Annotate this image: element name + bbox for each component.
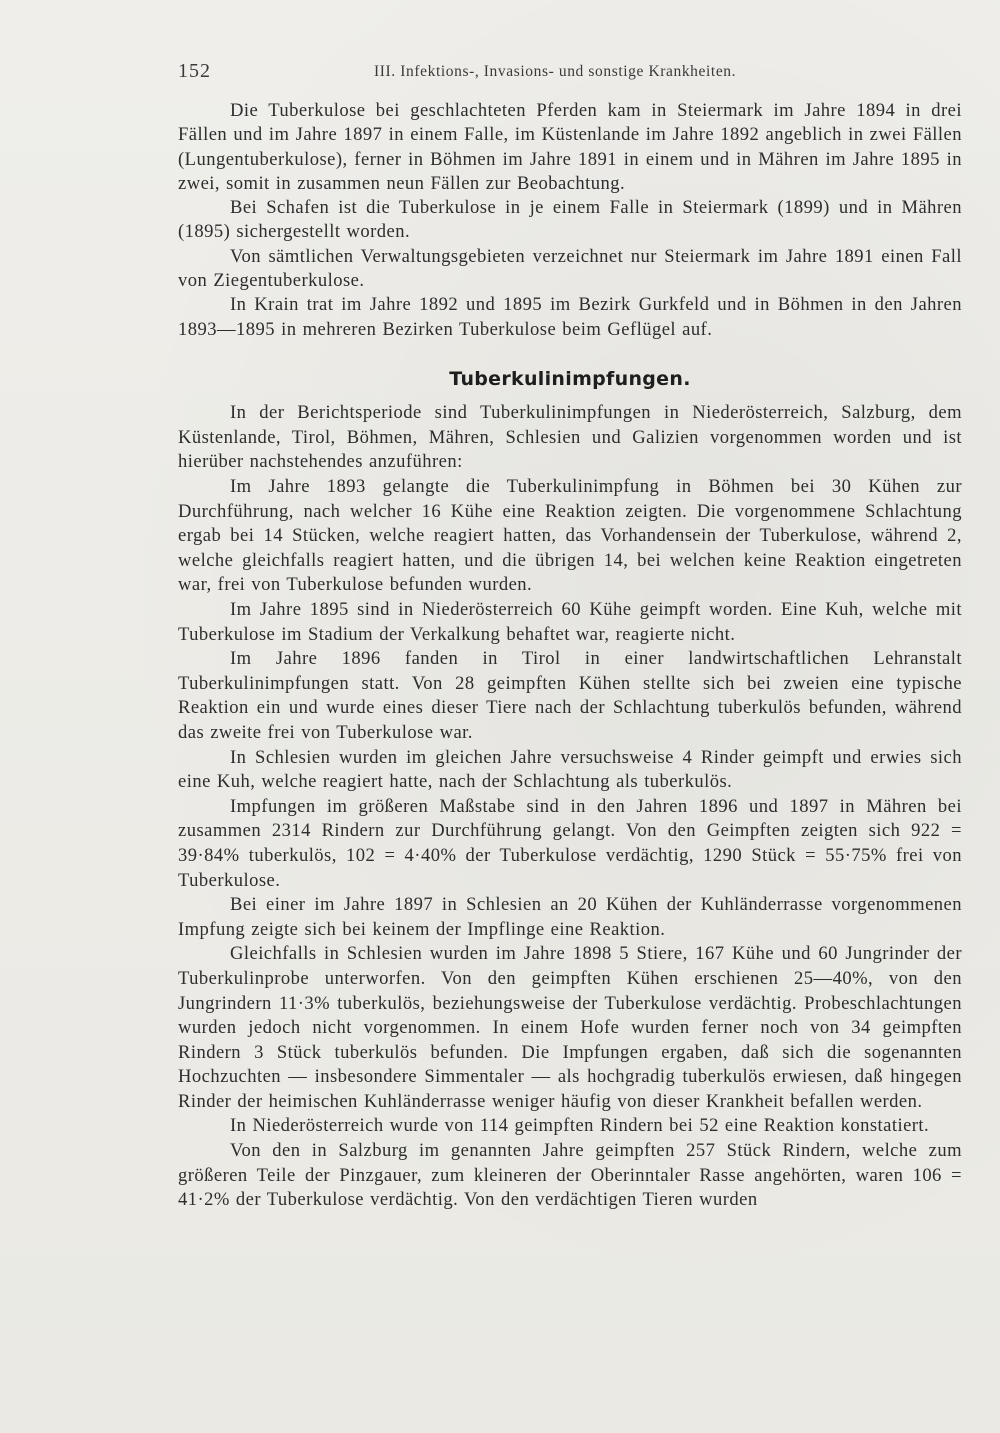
section-body <box>178 401 962 1213</box>
paragraph: In Krain trat im Jahre 1892 und 1895 im Bezirk Gurkfeld und in Böhmen in den Jahren 1893—1895 in mehreren Bezirken Tuberkulose beim Geflügel auf. <box>178 294 962 340</box>
running-title: III. Infektions-, Invasions- und sonstige Krankheiten. <box>374 63 737 80</box>
paragraph: Von sämtlichen Verwaltungsgebieten verzeichnet nur Steiermark im Jahre 1891 einen Fall von Ziegentuberkulose. <box>178 245 962 292</box>
running-header <box>178 60 958 86</box>
paragraph: Im Jahre 1895 sind in Niederösterreich 60 Kühe geimpft worden. Eine Kuh, welche mit Tuberkulose im Stadium der Verkalkung behaftet war, reagierte nicht. <box>178 599 962 645</box>
section-heading: Tuberkulinimpfungen. <box>449 367 691 390</box>
paragraph: Bei einer im Jahre 1897 in Schlesien an 20 Kühen der Kuhländerrasse vorgenommenen Impfung zeigte sich bei keinem der Impflinge eine Reaktion. <box>178 894 962 940</box>
paragraph: Bei Schafen ist die Tuberkulose in je einem Falle in Steiermark (1899) und in Mähren (1895) sichergestellt worden. <box>178 197 962 243</box>
paragraph: In Niederösterreich wurde von 114 geimpften Rindern bei 52 eine Reaktion konstatiert. <box>230 1115 930 1137</box>
paragraph: Die Tuberkulose bei geschlachteten Pferden kam in Steiermark im Jahre 1894 in drei Fällen und im Jahre 1897 in einem Falle, im Küstenlande im Jahre 1892 angeblich in zwei Fällen (Lungentuberkulose), ferner in Böhmen im Jahre 1891 in einem und in Mähren im Jahre 1895 in zwei, somit in zusammen neun Fällen zur Beobachtung. <box>178 100 962 194</box>
paragraph: Von den in Salzburg im genannten Jahre geimpften 257 Stück Rindern, welche zum größeren Teile der Pinzgauer, zum kleineren der Oberinntaler Rasse angehörten, waren 106 = 41·2% der Tuberkulose verdächtig. Von den verdächtigen Tieren wurden <box>178 1140 962 1211</box>
page-number: 152 <box>178 60 211 82</box>
paragraph: Impfungen im größeren Maßstabe sind in den Jahren 1896 und 1897 in Mähren bei zusammen 2314 Rindern zur Durchführung gelangt. Von den Geimpften zeigten sich 922 = 39·84% tuberkulös, 102 = 4·40% der Tuberkulose verdächtig, 1290 Stück = 55·75% frei von Tuberkulose. <box>178 795 962 891</box>
paragraph: In der Berichtsperiode sind Tuberkulinimpfungen in Niederösterreich, Salzburg, dem Küstenlande, Tirol, Böhmen, Mähren, Schlesien und Galizien vorgenommen worden und ist hierüber nachstehendes anzuführen: <box>178 402 962 473</box>
paragraph: Im Jahre 1896 fanden in Tirol in einer landwirtschaftlichen Lehranstalt Tuberkulinimpfungen statt. Von 28 geimpften Kühen stellte sich bei zweien eine typische Reaktion ein und wurde eines dieser Tiere nach der Schlachtung tuberkulös befunden, während das zweite frei von Tuberkulose war. <box>178 648 962 743</box>
paragraph: In Schlesien wurden im gleichen Jahre versuchsweise 4 Rinder geimpft und erwies sich eine Kuh, welche reagiert hatte, nach der Schlachtung als tuberkulös. <box>178 746 962 793</box>
paragraph: Im Jahre 1893 gelangte die Tuberkulinimpfung in Böhmen bei 30 Kühen zur Durchführung, nach welcher 16 Kühe eine Reaktion zeigten. Die vorgenommene Schlachtung ergab bei 14 Stücken, welche reagiert hatten, das Vorhandensein der Tuberkulose, während 2, welche gleichfalls reagiert hatten, und die übrigen 14, bei welchen keine Reaktion eingetreten war, frei von Tuberkulose befunden wurden. <box>178 476 962 596</box>
body-text <box>178 99 962 1213</box>
paragraph: Gleichfalls in Schlesien wurden im Jahre 1898 5 Stiere, 167 Kühe und 60 Jungrinder der Tuberkulinprobe unterworfen. Von den geimpften Kühen erschienen 25—40%, von den Jungrindern 11·3% tuberkulös, beziehungsweise der Tuberkulose verdächtig. Probeschlachtungen wurden jedoch nicht vorgenommen. In einem Hofe wurden ferner noch von 34 geimpften Rindern 3 Stück tuberkulös befunden. Die Impfungen ergaben, daß sich die sogenannten Hochzuchten — insbesondere Simmentaler — als hochgradig tuberkulös erwiesen, daß hingegen Rinder der heimischen Kuhländerrasse weniger häufig von dieser Krankheit befallen werden. <box>178 943 962 1112</box>
